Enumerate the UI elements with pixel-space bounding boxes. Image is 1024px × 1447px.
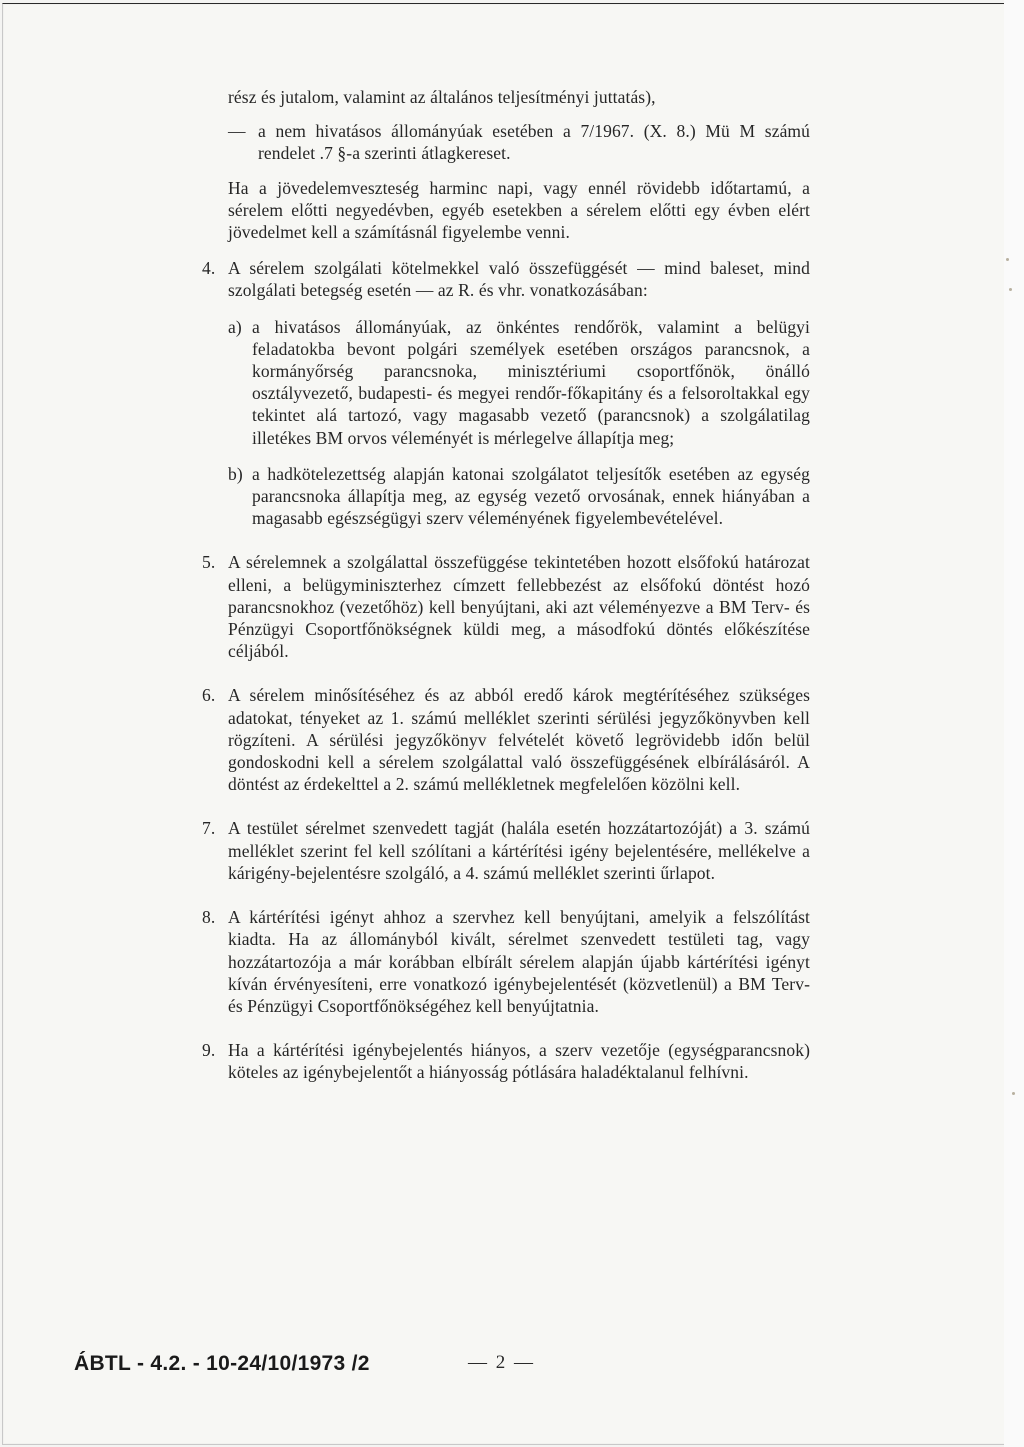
intro-continuation: rész és jutalom, valamint az általános teljesítményi juttatás), [228, 87, 656, 107]
item-text: A testület sérelmet szenvedett tagját (halála esetén hozzátartozóját) a 3. számú melléklet szerint fel kell szólítani a kártérítési igény bejelentésére, mellékelve a kárigény-bejelentésre szolgáló, a 4. számú melléklet szerinti űrlapot. [228, 818, 810, 883]
item-number: 6. [202, 685, 216, 706]
item-number: 4. [202, 258, 216, 279]
archive-reference: ÁBTL - 4.2. - 10-24/10/1973 /2 [74, 1352, 370, 1375]
item-text: A sérelem minősítéséhez és az abból eredő károk megtérítéséhez szükséges adatokat, tényeket az 1. számú melléklet szerinti sérülési jegyzőkönyvben kell rögzíteni. A sérülési jegyzőkönyv felvételét követő legrövidebb időn belül gondoskodni kell a sérelem szolgálattal való összefüggésének elbírálásáról. A döntést az érdekelttel a 2. számú mellékletnek megfelelően közölni kell. [228, 685, 810, 795]
dash-list-item [228, 120, 810, 164]
numbered-item-8 [202, 906, 810, 1017]
scan-spot [1006, 258, 1009, 261]
numbered-item-4 [202, 257, 810, 529]
item-number: 8. [202, 907, 216, 928]
sub-item-text: a hadkötelezettség alapján katonai szolgálatot teljesítők esetében az egység parancsnoka állapítja meg, az egység vezető orvosának, ennek hiányában a magasabb egészségügyi szerv véleményének figyelembevételével. [252, 463, 810, 529]
page-number: — 2 — [468, 1352, 535, 1373]
sub-item-letter: b) [228, 463, 243, 484]
scan-spot [1012, 1092, 1015, 1095]
sub-item-text: a hivatásos állományúak, az önkéntes rendőrök, valamint a belügyi feladatokba bevont polgári személyek esetében országos parancsnok, a kormányőrség parancsnoka, minisztériumi csoportfőnök, önálló osztályvezető, budapesti- és megyei rendőr-főkapitány és a felsoroltakkal egy tekintet alá tartozó, vagy magasabb vezető (parancsnok) a szolgálatilag illetékes BM orvos véleményét is mérlegelve állapítja meg; [252, 316, 810, 448]
sub-item-letter: a) [228, 316, 242, 337]
dash-mark: — [228, 121, 246, 142]
sub-item-b [228, 463, 810, 530]
item-text: A kártérítési igényt ahhoz a szervhez kell benyújtani, amelyik a felszólítást kiadta. Ha az állományból kivált, sérelmet szenvedett testületi tag, vagy hozzátartozója a már korábban elbírált sérelem alapján újabb kártérítési igényt kíván érvényesíteni, erre vonatkozó igénybejelentését (közvetlenül) a BM Terv- és Pénzügyi Csoportfőnökségéhez kell benyújtatnia. [228, 907, 810, 1016]
numbered-item-9 [202, 1039, 810, 1083]
numbered-item-5 [202, 551, 810, 662]
dash-item-text: a nem hivatásos állományúak esetében a 7/1967. (X. 8.) Mü M számú rendelet .7 §-a szerinti átlagkereset. [258, 121, 810, 164]
intro-paragraph: Ha a jövedelemveszteség harminc napi, vagy ennél rövidebb időtartamú, a sérelem előtti negyedévben, egyéb esetekben a sérelem előtti egy évben elért jövedelmet kell a számításnál figyelembe venni. [228, 177, 810, 243]
sub-item-a [228, 316, 810, 449]
item-number: 5. [202, 552, 216, 573]
document-body [202, 86, 810, 1084]
item-text: A sérelem szolgálati kötelmekkel való összefüggését — mind baleset, mind szolgálati betegség esetén — az R. és vhr. vonatkozásában: [228, 258, 810, 301]
scan-spot [1009, 288, 1012, 291]
numbered-item-6 [202, 684, 810, 795]
item-number: 9. [202, 1040, 216, 1061]
item-text: Ha a kártérítési igénybejelentés hiányos, a szerv vezetője (egységparancsnok) köteles az igénybejelentőt a hiányosság pótlására haladéktalanul felhívni. [228, 1040, 810, 1083]
item-number: 7. [202, 818, 216, 839]
scan-edge [1004, 0, 1024, 1447]
numbered-item-7 [202, 817, 810, 884]
item-text: A sérelemnek a szolgálattal összefüggése tekintetében hozott elsőfokú határozat elleni, a belügyminiszterhez címzett fellebbezést az elsőfokú döntést hozó parancsnokhoz (vezetőhöz) kell benyújtani, aki azt véleményezve a BM Terv- és Pénzügyi Csoportfőnökségnek küldi meg, a másodfokú döntés előkészítése céljából. [228, 552, 810, 662]
